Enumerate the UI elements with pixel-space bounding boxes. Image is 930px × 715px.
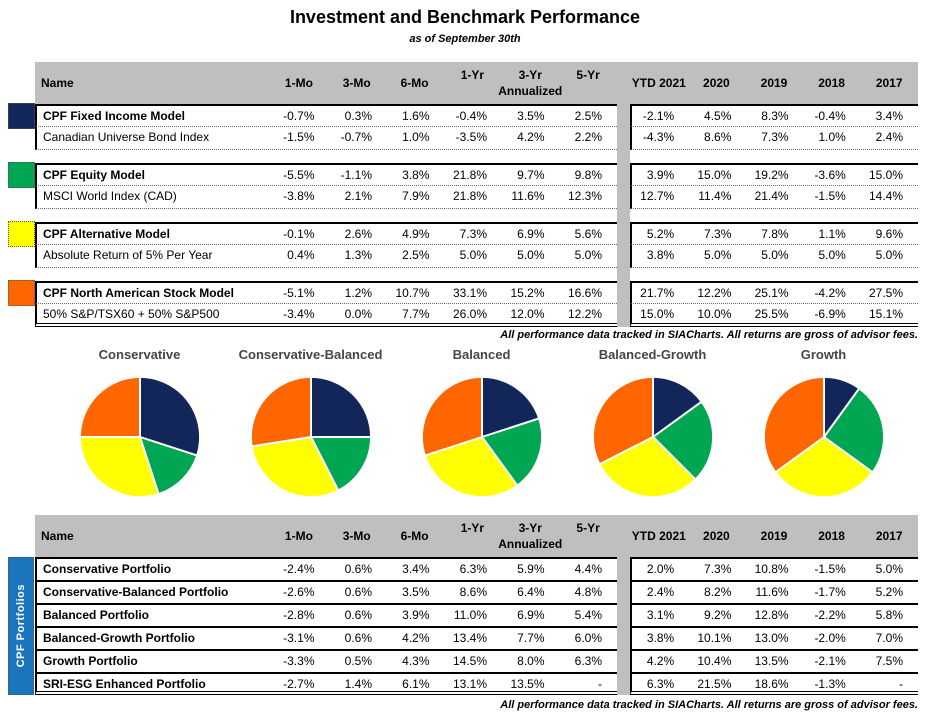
value-cell: 3.8% xyxy=(646,248,675,262)
page-subtitle: as of September 30th xyxy=(409,33,521,45)
divider-cell xyxy=(617,127,630,150)
portfolio-name-cell: Balanced Portfolio xyxy=(43,608,150,622)
benchmark-name-cell: Canadian Universe Bond Index xyxy=(43,130,210,144)
value-cell: -1.5% xyxy=(283,130,315,144)
pie-slice-na_stock xyxy=(250,377,310,446)
divider-cell xyxy=(617,281,630,304)
col-header-1mo: 1-Mo xyxy=(284,529,313,543)
value-cell: 4.8% xyxy=(574,585,602,599)
value-cell: -2.0% xyxy=(814,631,846,645)
value-cell: 11.6% xyxy=(755,585,789,599)
value-cell: 9.6% xyxy=(875,227,903,241)
value-cell: 1.4% xyxy=(344,677,372,691)
col-header-2019: 2019 xyxy=(760,529,788,543)
value-cell: 7.3% xyxy=(704,227,732,241)
value-cell: 5.0% xyxy=(875,562,903,576)
value-cell: 8.3% xyxy=(761,109,789,123)
value-cell: 7.3% xyxy=(459,227,487,241)
value-cell: -2.7% xyxy=(283,677,315,691)
value-cell: 21.8% xyxy=(452,189,487,203)
col-header-2020: 2020 xyxy=(703,76,730,90)
value-cell: -2.2% xyxy=(814,608,846,622)
value-cell: 14.5% xyxy=(452,654,487,668)
value-cell: -1.1% xyxy=(340,168,372,182)
benchmark-name-cell: MSCI World Index (CAD) xyxy=(43,189,177,203)
col-header-3mo: 3-Mo xyxy=(342,529,371,543)
na-stock-marker xyxy=(8,280,35,306)
value-cell: 2.2% xyxy=(574,130,602,144)
value-cell: 7.3% xyxy=(704,562,732,576)
value-cell: 3.4% xyxy=(875,109,903,123)
annualized-header-group xyxy=(443,515,617,557)
value-cell: 25.1% xyxy=(754,286,789,300)
table-row xyxy=(35,163,918,186)
col-header-2017: 2017 xyxy=(875,529,903,543)
value-cell: 18.6% xyxy=(754,677,789,691)
pie-slice-na_stock xyxy=(79,377,139,437)
models-table xyxy=(35,62,918,327)
col-header-1yr: 1-Yr xyxy=(460,521,485,535)
value-cell: -0.1% xyxy=(283,227,315,241)
value-cell: 12.8% xyxy=(754,608,789,622)
value-cell: 3.1% xyxy=(646,608,675,622)
value-cell: 27.5% xyxy=(868,286,903,300)
value-cell: -1.7% xyxy=(814,585,846,599)
value-cell: -3.6% xyxy=(814,168,846,182)
value-cell: 1.2% xyxy=(344,286,372,300)
value-cell: 3.4% xyxy=(402,562,430,576)
value-cell: 3.5% xyxy=(517,109,545,123)
pie-chart-growth xyxy=(738,347,909,501)
divider-cell xyxy=(617,626,630,649)
value-cell: 5.8% xyxy=(875,608,903,622)
value-cell: 10.4% xyxy=(697,654,732,668)
divider-cell xyxy=(617,222,630,245)
value-cell: 11.4% xyxy=(698,189,732,203)
col-header-1mo: 1-Mo xyxy=(284,76,313,90)
value-cell: 0.3% xyxy=(344,109,372,123)
footnote-bottom: All performance data tracked in SIACharts. All returns are gross of advisor fees. xyxy=(500,699,918,711)
cpf-portfolios-sidebar-label: CPF Portfolios xyxy=(15,584,27,668)
equity-marker xyxy=(8,162,35,188)
divider-cell xyxy=(617,163,630,186)
value-cell: 0.6% xyxy=(344,562,372,576)
divider-cell xyxy=(617,186,630,209)
model-name-cell: CPF Alternative Model xyxy=(43,227,170,241)
fixed-income-marker xyxy=(8,103,35,129)
value-cell: 9.8% xyxy=(574,168,602,182)
divider-cell xyxy=(617,649,630,672)
value-cell: 12.0% xyxy=(510,307,545,321)
value-cell: 2.4% xyxy=(646,585,675,599)
divider-cell xyxy=(617,557,630,580)
pie-svg xyxy=(589,373,717,501)
col-header-2020: 2020 xyxy=(703,529,730,543)
table-row xyxy=(35,104,918,127)
table-row xyxy=(35,626,918,649)
value-cell: 5.0% xyxy=(818,248,846,262)
table-row xyxy=(35,580,918,603)
value-cell: 7.5% xyxy=(875,654,903,668)
value-cell: 2.6% xyxy=(344,227,372,241)
value-cell: 4.2% xyxy=(646,654,675,668)
value-cell: 1.3% xyxy=(344,248,372,262)
value-cell: 8.2% xyxy=(704,585,732,599)
value-cell: 5.9% xyxy=(517,562,545,576)
portfolios-table xyxy=(35,515,918,695)
value-cell: -0.4% xyxy=(814,109,846,123)
value-cell: 6.1% xyxy=(402,677,430,691)
value-cell: 6.0% xyxy=(574,631,602,645)
benchmark-name-cell: 50% S&P/TSX60 + 50% S&P500 xyxy=(43,307,220,321)
value-cell: 10.1% xyxy=(697,631,732,645)
value-cell: 10.0% xyxy=(697,307,732,321)
value-cell: 0.6% xyxy=(344,585,372,599)
value-cell: 5.0% xyxy=(517,248,545,262)
value-cell: -1.3% xyxy=(814,677,846,691)
col-header-1yr: 1-Yr xyxy=(460,68,485,82)
table-row xyxy=(35,557,918,580)
annualized-label: Annualized xyxy=(498,84,563,98)
value-cell: 7.8% xyxy=(761,227,789,241)
pie-title: Balanced-Growth xyxy=(598,347,707,362)
value-cell: 6.9% xyxy=(517,608,545,622)
value-cell: 12.2% xyxy=(567,307,602,321)
value-cell: 1.6% xyxy=(402,109,430,123)
divider-cell xyxy=(617,304,630,327)
value-cell: 7.9% xyxy=(402,189,430,203)
value-cell: 16.6% xyxy=(567,286,602,300)
footnote-top: All performance data tracked in SIACharts. All returns are gross of advisor fees. xyxy=(500,329,918,341)
value-cell: -3.3% xyxy=(283,654,315,668)
value-cell: 5.2% xyxy=(875,585,903,599)
annualized-header-group xyxy=(443,62,617,104)
value-cell: -3.8% xyxy=(283,189,315,203)
table-row xyxy=(35,186,918,209)
alternative-marker xyxy=(8,221,35,247)
value-cell: -2.6% xyxy=(283,585,315,599)
portfolio-name-cell: SRI-ESG Enhanced Portfolio xyxy=(43,677,206,691)
value-cell: -2.8% xyxy=(283,608,315,622)
value-cell: 5.0% xyxy=(574,248,602,262)
value-cell: 10.8% xyxy=(754,562,789,576)
value-cell: 4.4% xyxy=(574,562,602,576)
page-title: Investment and Benchmark Performance xyxy=(289,7,641,27)
value-cell: 4.3% xyxy=(402,654,430,668)
value-cell: -5.1% xyxy=(283,286,315,300)
col-header-2018: 2018 xyxy=(818,76,845,90)
table-row xyxy=(35,304,918,327)
value-cell: 5.0% xyxy=(704,248,732,262)
value-cell: -1.5% xyxy=(814,562,846,576)
table-row xyxy=(35,222,918,245)
value-cell: 26.0% xyxy=(452,307,487,321)
value-cell: 4.2% xyxy=(517,130,545,144)
pie-svg xyxy=(247,373,375,501)
value-cell: 0.6% xyxy=(344,608,372,622)
col-header-3mo: 3-Mo xyxy=(342,76,371,90)
cpf-portfolios-sidebar xyxy=(8,557,34,695)
table-row xyxy=(35,603,918,626)
value-cell: 4.2% xyxy=(402,631,430,645)
portfolio-name-cell: Growth Portfolio xyxy=(43,654,138,668)
value-cell: 3.5% xyxy=(402,585,430,599)
value-cell: 4.5% xyxy=(704,109,732,123)
value-cell: 13.5% xyxy=(510,677,545,691)
pie-title: Growth xyxy=(800,347,847,362)
group-spacer xyxy=(35,268,918,281)
value-cell: 2.1% xyxy=(344,189,372,203)
portfolio-name-cell: Conservative Portfolio xyxy=(43,562,172,576)
portfolio-allocation-pies xyxy=(54,347,909,501)
divider-cell xyxy=(617,104,630,127)
pie-chart-conservative xyxy=(54,347,225,501)
portfolio-name-cell: Conservative-Balanced Portfolio xyxy=(43,585,229,599)
model-name-cell: CPF Fixed Income Model xyxy=(43,109,186,123)
value-cell: 9.2% xyxy=(704,608,732,622)
value-cell: 4.9% xyxy=(402,227,430,241)
value-cell: 10.7% xyxy=(395,286,430,300)
value-cell: 1.1% xyxy=(818,227,846,241)
value-cell: -2.1% xyxy=(642,109,675,123)
pie-chart-balanced-growth xyxy=(567,347,738,501)
pie-title: Conservative-Balanced xyxy=(238,347,383,362)
value-cell: 8.6% xyxy=(459,585,487,599)
value-cell: 21.5% xyxy=(697,677,732,691)
value-cell: 12.7% xyxy=(640,189,675,203)
col-header-3yr: 3-Yr xyxy=(518,68,542,82)
value-cell: 0.5% xyxy=(344,654,372,668)
col-header-ytd: YTD 2021 xyxy=(631,529,686,543)
value-cell: 5.4% xyxy=(574,608,602,622)
table-row xyxy=(35,245,918,268)
col-header-3yr: 3-Yr xyxy=(518,521,542,535)
value-cell: 6.3% xyxy=(459,562,487,576)
value-cell: 15.1% xyxy=(868,307,903,321)
value-cell: 11.0% xyxy=(453,608,487,622)
value-cell: 3.9% xyxy=(402,608,430,622)
pie-slice-fixed_income xyxy=(311,377,371,437)
value-cell: 5.0% xyxy=(459,248,487,262)
value-cell: 21.7% xyxy=(640,286,675,300)
value-cell: 1.0% xyxy=(402,130,430,144)
model-name-cell: CPF North American Stock Model xyxy=(43,286,234,300)
value-cell: 13.1% xyxy=(452,677,487,691)
value-cell: -0.4% xyxy=(455,109,487,123)
value-cell: 15.0% xyxy=(640,307,675,321)
value-cell: -0.7% xyxy=(283,109,315,123)
value-cell: -2.1% xyxy=(814,654,846,668)
col-header-2018: 2018 xyxy=(818,529,845,543)
value-cell: 2.5% xyxy=(402,248,430,262)
col-header-name: Name xyxy=(41,76,74,90)
value-cell: 12.3% xyxy=(567,189,602,203)
pie-svg xyxy=(760,373,888,501)
value-cell: 3.8% xyxy=(646,631,675,645)
col-header-6mo: 6-Mo xyxy=(400,76,429,90)
value-cell: 7.7% xyxy=(517,631,545,645)
value-cell: 14.4% xyxy=(868,189,903,203)
value-cell: -3.5% xyxy=(455,130,487,144)
value-cell: 15.0% xyxy=(697,168,732,182)
value-cell: -4.2% xyxy=(814,286,846,300)
portfolio-name-cell: Balanced-Growth Portfolio xyxy=(43,631,196,645)
value-cell: 13.5% xyxy=(754,654,789,668)
value-cell: 3.8% xyxy=(402,168,430,182)
value-cell: 19.2% xyxy=(754,168,789,182)
col-header-6mo: 6-Mo xyxy=(400,529,429,543)
table-row xyxy=(35,672,918,695)
value-cell: 3.9% xyxy=(646,168,675,182)
value-cell: 8.6% xyxy=(704,130,732,144)
model-name-cell: CPF Equity Model xyxy=(43,168,145,182)
value-cell: 13.0% xyxy=(754,631,789,645)
value-cell: 11.6% xyxy=(511,189,545,203)
value-cell: -2.4% xyxy=(283,562,315,576)
value-cell: -5.5% xyxy=(283,168,315,182)
value-cell: 25.5% xyxy=(754,307,789,321)
benchmark-name-cell: Absolute Return of 5% Per Year xyxy=(43,248,213,262)
group-spacer xyxy=(35,150,918,163)
col-header-ytd: YTD 2021 xyxy=(631,76,686,90)
value-cell: -6.9% xyxy=(814,307,846,321)
divider-cell xyxy=(617,603,630,626)
group-spacer xyxy=(35,209,918,222)
value-cell: 33.1% xyxy=(452,286,487,300)
table-row xyxy=(35,281,918,304)
annualized-label: Annualized xyxy=(498,537,563,551)
value-cell: -3.1% xyxy=(283,631,315,645)
table-row xyxy=(35,649,918,672)
value-cell: 9.7% xyxy=(517,168,545,182)
pie-chart-conservative-balanced xyxy=(225,347,396,501)
col-header-2019: 2019 xyxy=(760,76,788,90)
value-cell: 5.6% xyxy=(574,227,602,241)
pie-svg xyxy=(76,373,204,501)
value-cell: -1.5% xyxy=(814,189,846,203)
value-cell: 21.4% xyxy=(754,189,789,203)
col-header-2017: 2017 xyxy=(875,76,903,90)
value-cell: 7.7% xyxy=(402,307,430,321)
value-cell: 15.2% xyxy=(510,286,545,300)
value-cell: 7.0% xyxy=(875,631,903,645)
value-cell: 5.0% xyxy=(761,248,789,262)
pie-chart-balanced xyxy=(396,347,567,501)
divider-cell xyxy=(617,580,630,603)
value-cell: 5.2% xyxy=(646,227,675,241)
value-cell: 21.8% xyxy=(452,168,487,182)
value-cell: 12.2% xyxy=(697,286,732,300)
value-cell: 13.4% xyxy=(452,631,487,645)
models-table-header xyxy=(35,62,918,104)
value-cell: 6.3% xyxy=(574,654,602,668)
portfolios-table-header xyxy=(35,515,918,557)
pie-title: Balanced xyxy=(452,347,511,362)
value-cell: 2.5% xyxy=(574,109,602,123)
value-cell: 2.0% xyxy=(646,562,675,576)
value-cell: -3.4% xyxy=(283,307,315,321)
col-header-name: Name xyxy=(41,529,74,543)
divider-cell xyxy=(617,672,630,695)
value-cell: -0.7% xyxy=(340,130,372,144)
value-cell: 15.0% xyxy=(868,168,903,182)
col-header-5yr: 5-Yr xyxy=(576,521,600,535)
value-cell: 2.4% xyxy=(875,130,903,144)
value-cell: 0.4% xyxy=(287,248,315,262)
value-cell: 8.0% xyxy=(517,654,545,668)
value-cell: 6.3% xyxy=(646,677,675,691)
table-row xyxy=(35,127,918,150)
value-cell: -4.3% xyxy=(642,130,675,144)
value-cell: 6.4% xyxy=(517,585,545,599)
value-cell: - xyxy=(899,677,903,691)
value-cell: 5.0% xyxy=(875,248,903,262)
value-cell: - xyxy=(598,677,602,691)
pie-svg xyxy=(418,373,546,501)
value-cell: 6.9% xyxy=(517,227,545,241)
col-header-5yr: 5-Yr xyxy=(576,68,600,82)
value-cell: 0.6% xyxy=(344,631,372,645)
value-cell: 0.0% xyxy=(344,307,372,321)
value-cell: 7.3% xyxy=(761,130,789,144)
divider-cell xyxy=(617,245,630,268)
pie-title: Conservative xyxy=(98,347,181,362)
value-cell: 1.0% xyxy=(818,130,846,144)
